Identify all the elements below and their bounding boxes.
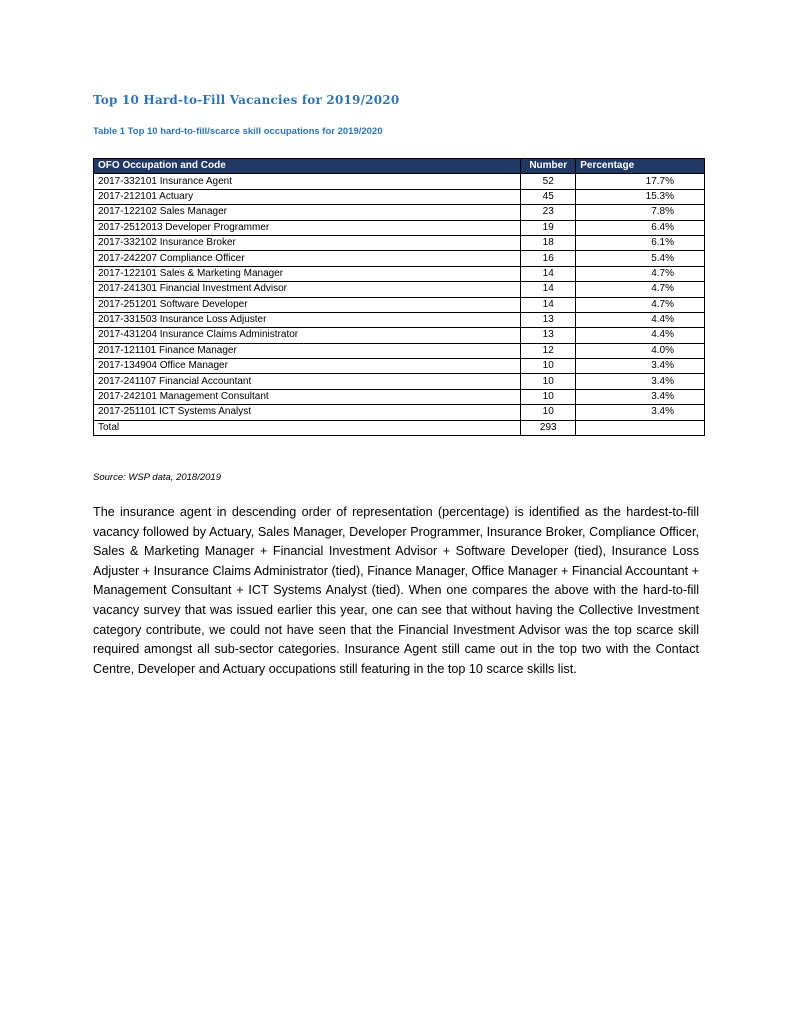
occupation-cell: 2017-122102 Sales Manager [94,205,521,220]
number-cell: 10 [521,405,576,420]
section-heading: Top 10 Hard-to-Fill Vacancies for 2019/2020 [93,93,400,107]
table-row [94,343,705,358]
table-row [94,266,705,281]
table-row [94,174,705,189]
percentage-cell: 6.4% [576,220,705,235]
percentage-cell: 3.4% [576,405,705,420]
occupation-cell: 2017-134904 Office Manager [94,359,521,374]
occupation-cell: 2017-241107 Financial Accountant [94,374,521,389]
number-cell: 10 [521,374,576,389]
percentage-cell: 3.4% [576,374,705,389]
occupation-cell: 2017-331503 Insurance Loss Adjuster [94,312,521,327]
percentage-cell: 6.1% [576,235,705,250]
number-cell: 13 [521,328,576,343]
occupation-cell: 2017-122101 Sales & Marketing Manager [94,266,521,281]
table-total-row [94,420,705,435]
percentage-cell: 4.7% [576,266,705,281]
table-row [94,220,705,235]
percentage-cell: 15.3% [576,189,705,204]
number-cell: 18 [521,235,576,250]
percentage-cell: 7.8% [576,205,705,220]
percentage-cell: 5.4% [576,251,705,266]
number-cell: 13 [521,312,576,327]
occupation-cell: 2017-212101 Actuary [94,189,521,204]
body-paragraph: The insurance agent in descending order of representation (percentage) is identified as the hardest-to-fill vacancy followed by Actuary, Sales Manager, Developer Programmer, Insurance Broker, Compliance Officer, Sales & Marketing Manager + Financial Investment Advisor + Software Developer (tied), Insurance Loss Adjuster + Insurance Claims Administrator (tied), Finance Manager, Office Manager + Financial Accountant + Management Consultant + ICT Systems Analyst (tied). When one compares the above with the hard-to-fill vacancy survey that was issued earlier this year, one can see that without having the Collective Investment category contribute, we could not have seen that the Financial Investment Advisor was the top scarce skill required amongst all sub-sector categories. Insurance Agent still came out in the top two with the Contact Centre, Developer and Actuary occupations still featuring in the top 10 scarce skills list. [93,505,699,676]
percentage-cell: 4.4% [576,328,705,343]
table-row [94,282,705,297]
occupation-cell: Total [94,420,521,435]
table-body [94,174,705,436]
number-cell: 12 [521,343,576,358]
percentage-cell [576,420,705,435]
header-number: Number [521,159,576,174]
number-cell: 293 [521,420,576,435]
number-cell: 14 [521,266,576,281]
source-note: Source: WSP data, 2018/2019 [93,472,221,483]
table-row [94,297,705,312]
percentage-cell: 3.4% [576,359,705,374]
number-cell: 14 [521,282,576,297]
percentage-cell: 17.7% [576,174,705,189]
table-row [94,389,705,404]
table-row [94,405,705,420]
occupation-cell: 2017-332101 Insurance Agent [94,174,521,189]
percentage-cell: 3.4% [576,389,705,404]
table-row [94,312,705,327]
percentage-cell: 4.0% [576,343,705,358]
occupation-cell: 2017-242207 Compliance Officer [94,251,521,266]
occupation-cell: 2017-242101 Management Consultant [94,389,521,404]
number-cell: 14 [521,297,576,312]
occupation-cell: 2017-332102 Insurance Broker [94,235,521,250]
header-occupation: OFO Occupation and Code [94,159,521,174]
table-row [94,374,705,389]
occupation-cell: 2017-431204 Insurance Claims Administrator [94,328,521,343]
percentage-cell: 4.4% [576,312,705,327]
occupation-cell: 2017-251101 ICT Systems Analyst [94,405,521,420]
number-cell: 10 [521,359,576,374]
occupation-cell: 2017-121101 Finance Manager [94,343,521,358]
number-cell: 52 [521,174,576,189]
table-row [94,189,705,204]
table-row [94,359,705,374]
number-cell: 23 [521,205,576,220]
number-cell: 16 [521,251,576,266]
percentage-cell: 4.7% [576,282,705,297]
occupation-cell: 2017-241301 Financial Investment Advisor [94,282,521,297]
occupation-cell: 2017-2512013 Developer Programmer [94,220,521,235]
number-cell: 19 [521,220,576,235]
header-percentage: Percentage [576,159,705,174]
vacancies-table [93,158,705,436]
table-row [94,235,705,250]
occupation-cell: 2017-251201 Software Developer [94,297,521,312]
table-caption: Table 1 Top 10 hard-to-fill/scarce skill occupations for 2019/2020 [93,126,383,137]
table-row [94,251,705,266]
percentage-cell: 4.7% [576,297,705,312]
table-header-row [94,159,705,174]
number-cell: 10 [521,389,576,404]
table-row [94,328,705,343]
table-row [94,205,705,220]
number-cell: 45 [521,189,576,204]
